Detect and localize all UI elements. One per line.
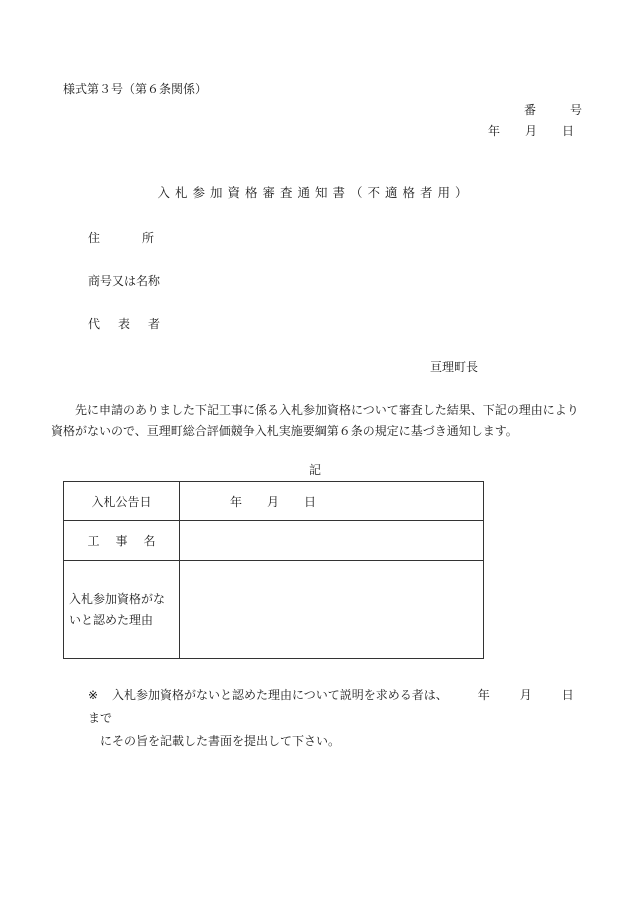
construction-name-value (180, 521, 484, 561)
body-line-1: 先に申請のありました下記工事に係る入札参加資格について審査した結果、下記の理由により (75, 403, 579, 417)
company-name-label: 商号又は名称 (88, 274, 161, 288)
date-month: 月 (525, 124, 538, 138)
ki-heading: 記 (308, 463, 321, 477)
disqualification-reason-label: 入札参加資格がな いと認めた理由 (64, 561, 180, 659)
body-line-2: 資格がないので、亘理町総合評価競争入札実施要綱第６条の規定に基づき通知します。 (51, 424, 518, 438)
issue-date (488, 125, 574, 137)
note-text-2: にその旨を記載した書面を提出して下さい。 (100, 734, 341, 748)
address-label: 住 所 (88, 231, 155, 245)
table-row (64, 561, 484, 659)
disqualification-reason-value (180, 561, 484, 659)
ref-label-ban: 番 (524, 103, 537, 117)
representative-label: 代 表 者 (88, 317, 161, 331)
table-row (64, 521, 484, 561)
table-row (64, 482, 484, 521)
ref-label-go: 号 (570, 103, 583, 117)
notice-body (51, 400, 583, 442)
date-year: 年 (488, 124, 501, 138)
bid-notice-date-value: 年 月 日 (180, 482, 484, 521)
note-text-1: 入札参加資格がないと認めた理由について説明を求める者は、 (112, 688, 448, 702)
date-day: 日 (562, 124, 575, 138)
bid-notice-date-label: 入札公告日 (64, 482, 180, 521)
details-table (63, 481, 484, 659)
form-number: 様式第３号（第６条関係） (63, 82, 208, 96)
note: ※ 入札参加資格がないと認めた理由について説明を求める者は、 年 月 日まで にその旨を記載した書面を提出して下さい。 (88, 684, 578, 753)
construction-name-label: 工 事 名 (64, 521, 180, 561)
sender-name: 亘理町長 (430, 360, 479, 374)
note-mark: ※ (88, 688, 99, 702)
document-title: 入札参加資格審査通知書（不適格者用） (157, 185, 473, 200)
reference-number (524, 104, 582, 116)
